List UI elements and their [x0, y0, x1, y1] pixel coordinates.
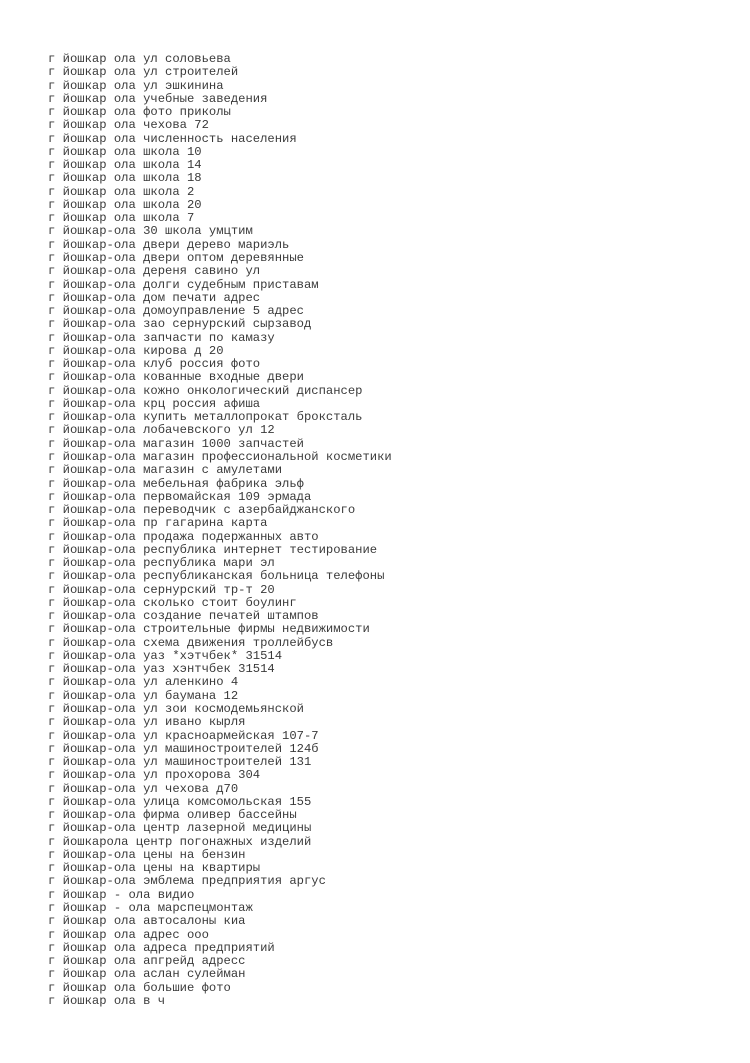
text-line: г йошкар-ола двери дерево мариэль — [48, 237, 290, 252]
text-line: г йошкар ола ул строителей — [48, 65, 239, 80]
text-line: г йошкар-ола кирова д 20 — [48, 343, 224, 358]
text-line: г йошкар-ола продажа подержанных авто — [48, 529, 319, 544]
text-line: г йошкар ола автосалоны киа — [48, 914, 246, 929]
text-line: г йошкар-ола республика мари эл — [48, 556, 275, 571]
text-line: г йошкар-ола эмблема предприятия аргус — [48, 874, 326, 889]
text-line: г йошкар-ола клуб россия фото — [48, 357, 261, 372]
text-line: г йошкар ола ул соловьева — [48, 52, 231, 66]
text-line: г йошкар-ола долги судебным приставам — [48, 277, 319, 292]
text-line: г йошкар-ола уаз хэнтчбек 31514 — [48, 662, 275, 677]
text-line: г йошкар-ола ул машиностроителей 124б — [48, 741, 319, 756]
text-line: г йошкар-ола кованные входные двери — [48, 370, 304, 385]
text-line: г йошкар ола школа 10 — [48, 144, 202, 159]
text-line: г йошкар ола чехова 72 — [48, 118, 209, 133]
text-line: г йошкар-ола фирма оливер бассейны — [48, 808, 297, 823]
text-line: г йошкар-ола крц россия афиша — [48, 396, 261, 411]
text-line: г йошкар ола адреса предприятий — [48, 940, 275, 955]
text-line: г йошкар-ола ул прохорова 304 — [48, 768, 261, 783]
text-line: г йошкар-ола сколько стоит боулинг — [48, 595, 297, 610]
text-line: г йошкар-ола дереня савино ул — [48, 264, 261, 279]
text-line: г йошкар ола школа 18 — [48, 171, 202, 186]
text-line: г йошкар-ола мебельная фабрика эльф — [48, 476, 304, 491]
text-line: г йошкар-ола пр гагарина карта — [48, 516, 268, 531]
text-line: г йошкар-ола центр лазерной медицины — [48, 821, 312, 836]
text-line: г йошкар-ола магазин 1000 запчастей — [48, 436, 304, 451]
text-line: г йошкар ола школа 7 — [48, 211, 195, 226]
text-line: г йошкар-ола дом печати адрес — [48, 290, 261, 305]
text-line: г йошкар-ола переводчик с азербайджанского — [48, 503, 356, 518]
text-line: г йошкар-ола создание печатей штампов — [48, 609, 319, 624]
text-line: г йошкар-ола сернурский тр-т 20 — [48, 582, 275, 597]
text-line: г йошкар-ола кожно онкологический диспансер — [48, 383, 363, 398]
text-line: г йошкар-ола домоуправление 5 адрес — [48, 304, 304, 319]
text-line: г йошкар-ола ул чехова д70 — [48, 781, 239, 796]
text-lines — [48, 53, 392, 1008]
text-line: г йошкарола центр погонажных изделий — [48, 834, 312, 849]
text-line: г йошкар-ола улица комсомольская 155 — [48, 794, 312, 809]
text-line: г йошкар-ола лобачевского ул 12 — [48, 423, 275, 438]
text-line: г йошкар-ола схема движения троллейбусв — [48, 635, 334, 650]
text-line: г йошкар-ола республика интернет тестирование — [48, 542, 378, 557]
text-line: г йошкар ола адрес ооо — [48, 927, 209, 942]
text-line: г йошкар-ола запчасти по камазу — [48, 330, 275, 345]
text-line: г йошкар - ола видио — [48, 887, 195, 902]
text-line: г йошкар ола аслан сулейман — [48, 967, 246, 982]
text-line: г йошкар-ола первомайская 109 эрмада — [48, 489, 312, 504]
text-line: г йошкар-ола зао сернурский сырзавод — [48, 317, 312, 332]
text-line: г йошкар ола в ч — [48, 993, 166, 1008]
text-line: г йошкар-ола ул аленкино 4 — [48, 675, 239, 690]
text-line: г йошкар ола апгрейд адресс — [48, 954, 246, 969]
text-line: г йошкар ола учебные заведения — [48, 91, 268, 106]
text-line: г йошкар - ола марспецмонтаж — [48, 901, 253, 915]
text-line: г йошкар-ола ул зои космодемьянской — [48, 702, 304, 717]
text-line: г йошкар ола фото приколы — [48, 105, 231, 120]
text-line: г йошкар ола большие фото — [48, 980, 231, 995]
text-line: г йошкар-ола ул машиностроителей 131 — [48, 755, 312, 770]
text-line: г йошкар ола школа 14 — [48, 158, 202, 173]
text-line: г йошкар-ола магазин профессиональной косметики — [48, 449, 392, 464]
text-line: г йошкар ола школа 2 — [48, 184, 195, 199]
text-line: г йошкар-ола двери оптом деревянные — [48, 250, 304, 265]
text-line: г йошкар ола численность населения — [48, 131, 297, 146]
text-line: г йошкар ола школа 20 — [48, 197, 202, 212]
text-line: г йошкар-ола цены на квартиры — [48, 861, 261, 876]
text-line: г йошкар-ола республиканская больница телефоны — [48, 569, 385, 584]
text-line: г йошкар-ола ул ивано кырля — [48, 715, 246, 730]
text-line: г йошкар-ола уаз *хэтчбек* 31514 — [48, 648, 283, 663]
text-line: г йошкар-ола цены на бензин — [48, 847, 246, 862]
text-line: г йошкар ола ул эшкинина — [48, 78, 224, 93]
text-line: г йошкар-ола строительные фирмы недвижимости — [48, 622, 370, 637]
text-line: г йошкар-ола ул баумана 12 — [48, 688, 239, 703]
text-line: г йошкар-ола ул красноармейская 107-7 — [48, 728, 319, 743]
text-line: г йошкар-ола магазин с амулетами — [48, 463, 283, 478]
text-line: г йошкар-ола купить металлопрокат брокcталь — [48, 410, 363, 425]
text-line: г йошкар-ола 30 школа умцтим — [48, 224, 253, 239]
